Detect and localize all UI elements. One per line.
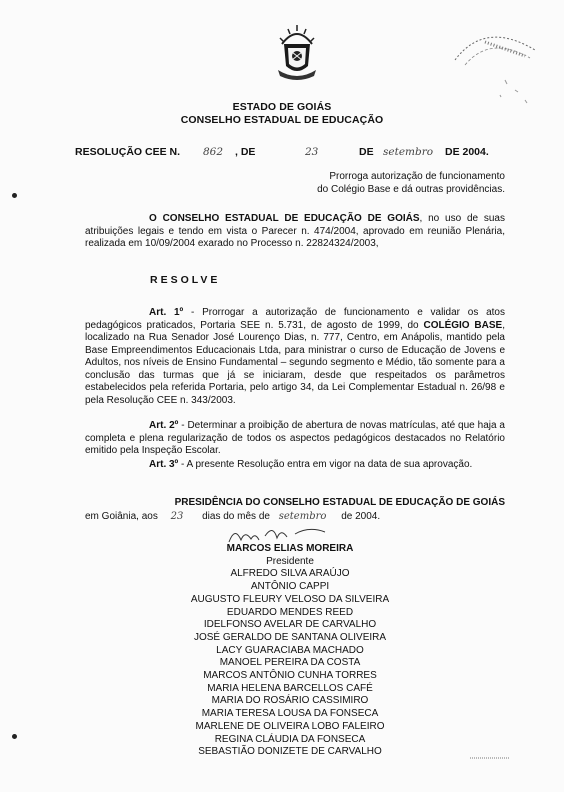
resolution-de2: DE [359, 146, 374, 158]
article-1-school: COLÉGIO BASE [423, 319, 503, 331]
member-name: LACY GUARACIABA MACHADO [216, 644, 364, 656]
header-state: ESTADO DE GOIÁS [232, 101, 332, 113]
closing-day: 23 [170, 511, 184, 522]
article-1-text-b: , localizado na Rua Senador José Lourenço Dias, n. 777, Centro, em Anápolis, mantido pela Base Empreendimentos Educacionais Ltda, para ministrar o curso de Educação de Jovens e Adultos, nos níveis de Ensino Fundamental – segundo segmento e Médio, tão somente para a conclusão das turmas que já se iniciaram, desde que respeitados os parâmetros estabelecidos pela referida Portaria, pelo artigo 34, da Lei Complementar Estadual n. 26/98 e pela Resolução CEE n. 343/2003. [85, 319, 505, 406]
article-1-text-a: - Prorrogar a autorização de funcionamento e validar os atos pedagógicos praticados, Portaria SEE n. 5.731, de agosto de 1999, do [85, 307, 505, 331]
header-council: CONSELHO ESTADUAL DE EDUCAÇÃO [180, 114, 384, 126]
resolution-line [75, 146, 505, 160]
closing-presidency [85, 497, 505, 510]
member-name: IDELFONSO AVELAR DE CARVALHO [203, 619, 377, 631]
closing-days-label: dias do mês de [202, 511, 270, 522]
closing-presidency-text: PRESIDÊNCIA DO CONSELHO ESTADUAL DE EDUCAÇÃO DE GOIÁS [174, 497, 505, 508]
member-name: SEBASTIÃO DONIZETE DE CARVALHO [198, 746, 382, 758]
preamble [85, 213, 505, 251]
member-name: MARCOS ANTÔNIO CUNHA TORRES [203, 670, 377, 682]
member-name: EDUARDO MENDES REED [226, 606, 354, 618]
resolution-month: setembro [383, 146, 434, 158]
article-3-label: Art. 3º [149, 459, 179, 470]
resolve-heading: RESOLVE [150, 274, 221, 286]
member-name: MARLENE DE OLIVEIRA LOBO FALEIRO [195, 720, 385, 732]
closing-year: de 2004. [341, 511, 381, 522]
member-name: MANOEL PEREIRA DA COSTA [219, 657, 361, 669]
ementa-line-2: do Colégio Base e dá outras providências. [317, 184, 505, 195]
closing-city: em Goiânia, aos [85, 511, 158, 522]
signatories [150, 543, 430, 759]
ementa [290, 170, 505, 196]
president-title: Presidente [266, 555, 314, 567]
article-2 [85, 420, 505, 458]
preamble-council: O CONSELHO ESTADUAL DE EDUCAÇÃO DE GOIÁS [149, 213, 420, 224]
footer-scan-mark-icon [470, 756, 510, 760]
article-3 [85, 459, 505, 472]
resolution-prefix: RESOLUÇÃO CEE N. [75, 146, 181, 158]
resolution-number: 862 [203, 146, 224, 158]
member-name: AUGUSTO FLEURY VELOSO DA SILVEIRA [190, 593, 390, 605]
article-3-text: - A presente Resolução entra em vigor na data de sua aprovação. [178, 459, 473, 470]
state-coat-of-arms-icon [272, 22, 322, 82]
member-name: MARIA TERESA LOUSA DA FONSECA [201, 708, 379, 720]
article-1-label: Art. 1º [149, 307, 184, 318]
closing-date [85, 511, 380, 522]
member-name: REGINA CLÁUDIA DA FONSECA [214, 733, 366, 745]
preamble-text: , no uso de suas atribuições legais e tendo em vista o Parecer n. 474/2004, aprovado em reunião Plenária, realizada em 10/09/2004 exarado no Processo n. 22824324/2003, [85, 213, 505, 249]
member-name: ALFREDO SILVA ARAÚJO [230, 568, 350, 580]
member-name: JOSÉ GERALDO DE SANTANA OLIVEIRA [193, 631, 387, 643]
article-2-text: - Determinar a proibição de abertura de novas matrículas, até que haja a completa e plena regularização de todos os aspectos pedagógicos destacados no Relatório emitido pela Inspeção Escolar. [85, 420, 505, 456]
member-name: MARIA HELENA BARCELLOS CAFÉ [207, 682, 373, 694]
member-name: MARIA DO ROSÁRIO CASSIMIRO [211, 695, 369, 707]
punch-hole-mark [12, 193, 17, 198]
resolution-year: DE 2004. [445, 146, 489, 158]
punch-hole-mark [12, 734, 17, 739]
resolution-de1: , DE [235, 146, 256, 158]
article-2-label: Art. 2º [149, 420, 179, 431]
ementa-line-1: Prorroga autorização de funcionamento [329, 171, 505, 182]
resolution-day: 23 [305, 146, 319, 158]
member-name: ANTÔNIO CAPPI [250, 581, 330, 593]
article-1 [85, 307, 505, 407]
closing-month: setembro [278, 511, 327, 522]
president-name: MARCOS ELIAS MOREIRA [226, 543, 354, 554]
